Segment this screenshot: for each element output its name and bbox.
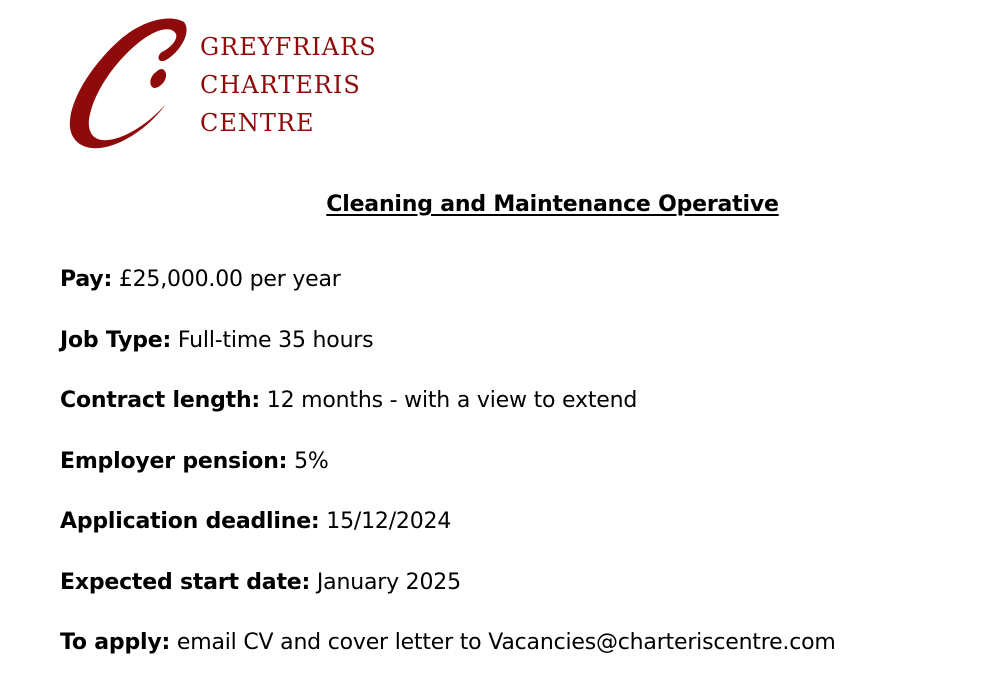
field-label: Contract length: xyxy=(60,388,260,413)
job-title: Cleaning and Maintenance Operative xyxy=(326,192,779,217)
field-label: Pay: xyxy=(60,267,113,292)
pay-field xyxy=(60,262,836,323)
field-label: Job Type: xyxy=(60,327,172,353)
job-type-field xyxy=(60,323,836,384)
logo-line-2: CHARTERIS xyxy=(200,71,361,99)
field-label: Employer pension: xyxy=(60,448,288,474)
field-label: To apply: xyxy=(60,630,171,655)
expected-start-date-field xyxy=(60,565,836,626)
field-value: 5% xyxy=(287,448,329,474)
field-value: Full-time 35 hours xyxy=(171,327,374,353)
field-value: email CV and cover letter to Vacancies@charteriscentre.com xyxy=(170,630,836,655)
application-deadline-field xyxy=(60,504,836,565)
organization-logo xyxy=(66,16,377,156)
field-value: 15/12/2024 xyxy=(319,509,452,534)
field-value: 12 months - with a view to extend xyxy=(260,388,638,413)
job-details xyxy=(60,262,836,686)
field-label: Expected start date: xyxy=(60,569,311,595)
field-value: £25,000.00 per year xyxy=(112,267,341,292)
logo-wordmark xyxy=(200,28,377,142)
to-apply-field xyxy=(60,625,836,686)
field-label: Application deadline: xyxy=(60,509,320,534)
employer-pension-field xyxy=(60,444,836,505)
script-c-logo-icon xyxy=(66,16,196,151)
logo-line-3: CENTRE xyxy=(200,109,315,137)
contract-length-field xyxy=(60,383,836,444)
logo-line-1: GREYFRIARS xyxy=(200,33,377,61)
field-value: January 2025 xyxy=(310,569,461,595)
